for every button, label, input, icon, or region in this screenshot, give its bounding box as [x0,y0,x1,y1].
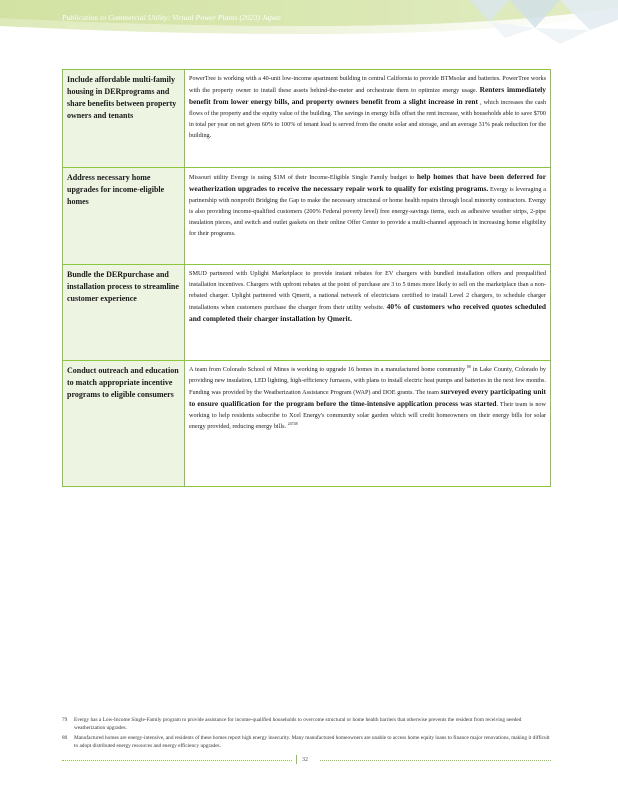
body-text: SMUD partnered with Uplight Marketplace to provide instant rebates for EV chargers with bundled installation offers and prequalified installation incentives. Chargers with upfront rebates at the point of purchase are 3 to 5 times more likely to sell on the marketplace than a non-rebated charger. Uplight partnered with Qmerit, a national network of electricians certified to install Level 2 chargers, to schedule charger installations when customers purchase the charger from their utility website. [189,270,546,311]
footnote [62,716,550,732]
header-decoration [0,0,618,50]
highlight-text: help homes that have been deferred for weatherization upgrades to receive the necessary repair work to qualify for existing programs. [189,172,547,193]
strategy-table [62,69,551,487]
footnote-number: 80 [62,735,68,741]
highlight-text: 40% of customers who received quotes scheduled and completed their charger installation by Qmerit. [189,302,546,323]
footnote-text: Evergy has a Low-Income Single-Family program to provide assistance for income-qualified households to overcome structural or home health barriers that otherwise prevents the resident from receiving needed weatherization upgrades. [74,717,522,731]
strategy-description [185,70,551,168]
strategy-description [185,168,551,265]
page-number: 32 [302,757,308,763]
strategy-label: Bundle the DERpurchase and installation process to streamline customer experience [63,265,185,361]
table-row [63,168,551,265]
body-text: A team from Colorado School of Mines is working to upgrade 16 homes in a manufactured home community [189,366,467,373]
footnote-ref: 80 [466,363,471,369]
body-text: Missouri utility Evergy is using $1M of their Income-Eligible Single Family budget to [189,174,417,181]
footnote-text: Manufactured homes are energy-intensive, and residents of these homes report high energy insecurity. Many manufactured homeowners are unable to access home equity loans to finance major renovations, making it difficult to adopt distributed energy resources and energy efficiency upgrades. [74,735,550,749]
table-row [63,361,551,487]
footnote-ref: 24748 [287,420,298,426]
highlight-text: surveyed every participating unit to ensure qualification for the program before the time-intensive application process was started [189,387,547,408]
body-text: . Their team is now working to help residents subscribe to Xcel Energy's community solar garden which will credit homeowners on their energy bills for solar energy provided, reducing energy bills. [189,401,546,430]
footnotes [62,716,550,752]
header-band [0,0,618,50]
running-header: Publication to Commercial Utility: Virtual Power Plants (2023) Japan [62,13,281,22]
strategy-label: Address necessary home upgrades for income-eligible homes [63,168,185,265]
strategy-description [185,361,551,487]
table-row [63,70,551,168]
strategy-label: Include affordable multi-family housing in DERprograms and share benefits between property owners and tenants [63,70,185,168]
footnote [62,734,550,750]
body-text: , which increases the cash flows of the property and the equity value of the building. The savings in energy bills offset the rent increase, with households able to save $700 in total per year on net given 60% to 100% of tenant load is served from the onsite solar and storage, and an average 31% peak reduction for the building. [189,99,546,139]
body-text: PowerTree is working with a 40-unit low-income apartment building in central California to provide BTMsolar and batteries. PowerTree works with the property owner to install these assets behind-the-meter and orchestrate them to optimize energy usage. [189,75,546,94]
highlight-text: Renters immediately benefit from lower energy bills, and property owners benefit from a slight increase in rent [189,85,546,106]
table-row [63,265,551,361]
body-text: Evergy is leveraging a partnership with nonprofit Bridging the Gap to make the necessary structural or home health repairs through local minority contractors. Evergy is also providing income-qualified customers (200% Federal poverty level) free energy-savings items, such as adhesive weather strips, 2-pipe insulation pieces, and switch and outlet gaskets on their online Offer Center to provide a multi-channel approach in increasing home eligibility for their programs. [189,186,546,237]
body-text: in Lake County, Colorado by providing new insulation, LED lighting, high-efficiency furnaces, with plans to install electric heat pumps and batteries in the next few months. Funding was provided by the Weatherization Assistance Program (WAP) and DOE grants. The team [189,366,547,396]
strategy-label: Conduct outreach and education to match appropriate incentive programs to eligible consumers [63,361,185,487]
footnote-number: 79 [62,717,68,723]
strategy-description [185,265,551,361]
